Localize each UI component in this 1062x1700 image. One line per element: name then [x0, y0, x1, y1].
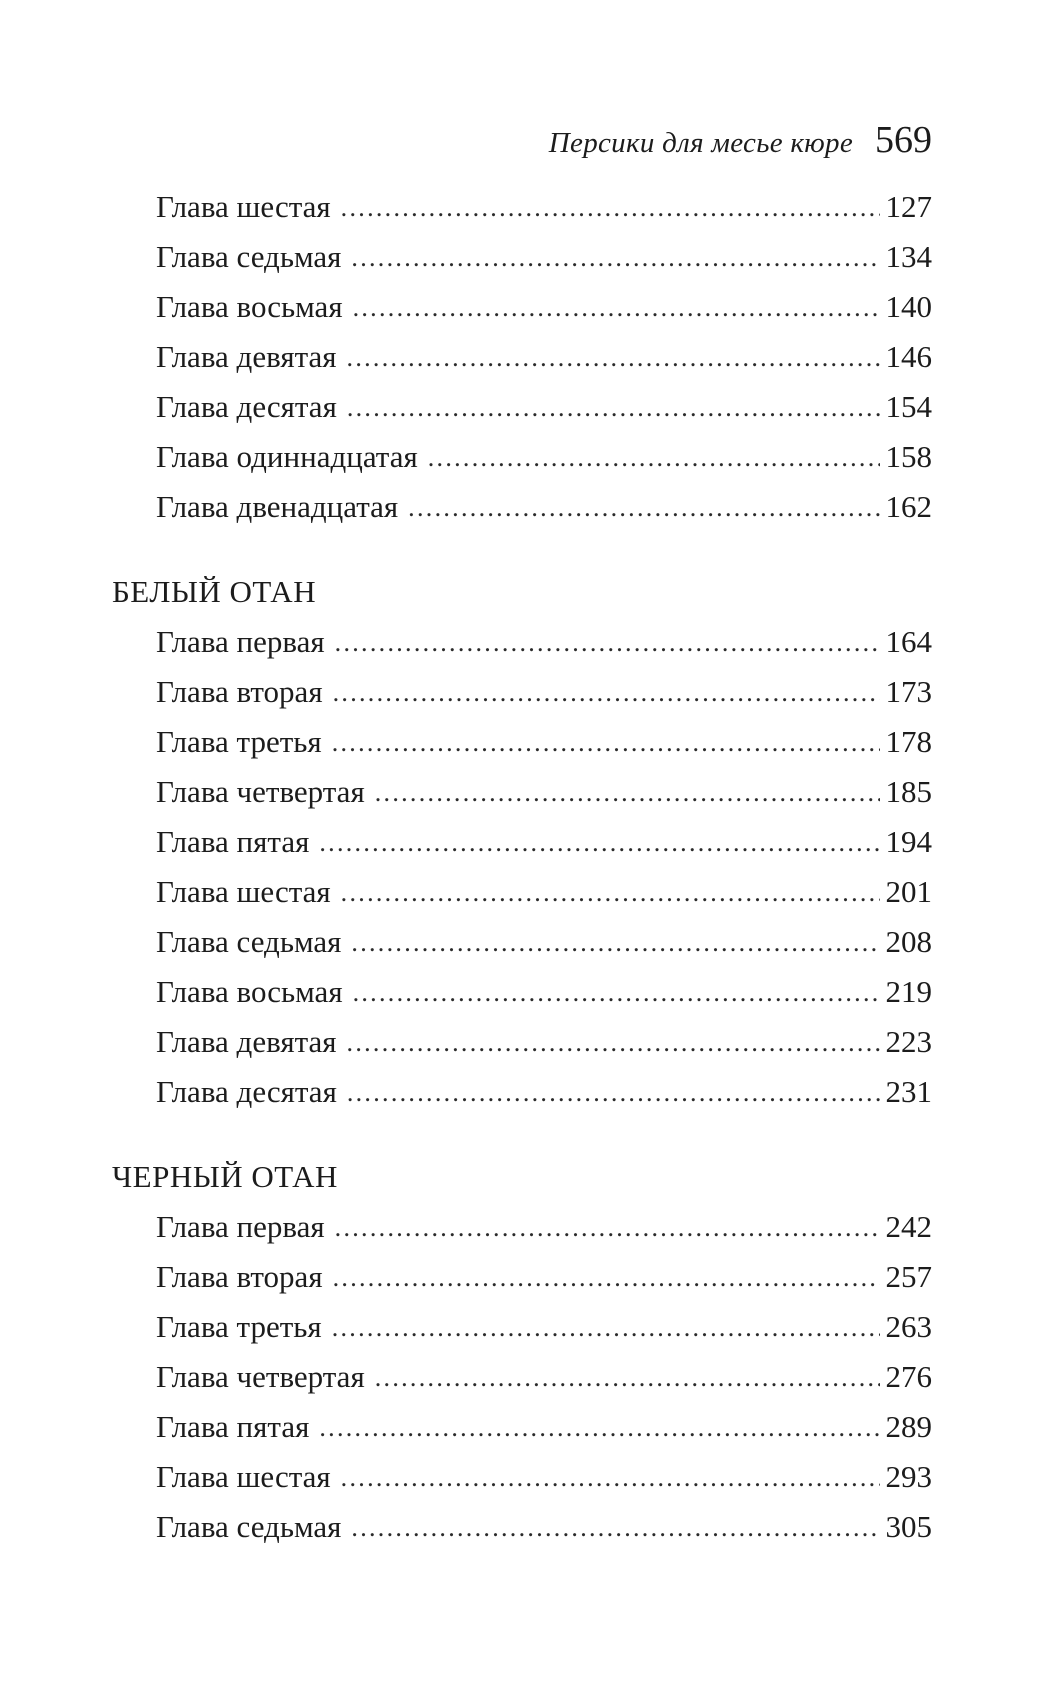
toc-entry: [156, 623, 932, 673]
toc-entry: [156, 388, 932, 438]
entry-title: Глава восьмая: [156, 973, 353, 1011]
entry-page: 223: [880, 1023, 933, 1061]
entry-title: Глава седьмая: [156, 1508, 351, 1546]
dot-leader: [347, 388, 880, 428]
dot-leader: [353, 973, 880, 1013]
toc-entry: [156, 1208, 932, 1258]
dot-leader: [351, 238, 879, 278]
toc-entry: [156, 488, 932, 538]
toc-entry: [156, 823, 932, 873]
entry-title: Глава восьмая: [156, 288, 353, 326]
toc-entry: [156, 723, 932, 773]
entry-title: Глава первая: [156, 1208, 335, 1246]
running-title: Персики для месье кюре: [548, 127, 853, 159]
dot-leader: [351, 923, 879, 963]
entry-title: Глава седьмая: [156, 923, 351, 961]
entry-page: 208: [880, 923, 933, 961]
entry-title: Глава четвертая: [156, 773, 375, 811]
entry-page: 263: [880, 1308, 933, 1346]
entry-page: 127: [880, 188, 933, 226]
toc-entry: [156, 188, 932, 238]
toc-entry: [156, 288, 932, 338]
toc-entry: [156, 1073, 932, 1123]
entry-page: 276: [880, 1358, 933, 1396]
dot-leader: [353, 288, 880, 328]
toc-entry: [156, 1408, 932, 1458]
toc-entry: [156, 873, 932, 923]
dot-leader: [347, 1023, 880, 1063]
entry-page: 231: [880, 1073, 933, 1111]
toc-entry: [156, 1308, 932, 1358]
table-of-contents: [0, 188, 1062, 1558]
entry-title: Глава шестая: [156, 188, 341, 226]
toc-entry: [156, 1023, 932, 1073]
entry-page: 293: [880, 1458, 933, 1496]
entry-page: 289: [880, 1408, 933, 1446]
entry-title: Глава пятая: [156, 823, 319, 861]
entry-title: Глава десятая: [156, 1073, 347, 1111]
dot-leader: [333, 673, 880, 713]
dot-leader: [319, 823, 879, 863]
page-number: 569: [875, 119, 932, 161]
entry-page: 162: [880, 488, 933, 526]
toc-entry: [156, 1458, 932, 1508]
running-head: [549, 118, 932, 162]
entry-title: Глава шестая: [156, 873, 341, 911]
toc-entry: [156, 338, 932, 388]
section-title-black-otan: ЧЕРНЫЙ ОТАН: [112, 1159, 338, 1194]
toc-entry: [156, 1508, 932, 1558]
entry-title: Глава шестая: [156, 1458, 341, 1496]
entry-title: Глава четвертая: [156, 1358, 375, 1396]
entry-page: 164: [880, 623, 933, 661]
entry-page: 134: [880, 238, 933, 276]
toc-entry: [156, 923, 932, 973]
dot-leader: [351, 1508, 879, 1548]
toc-group-white-otan: [0, 623, 1062, 1123]
dot-leader: [335, 623, 880, 663]
dot-leader: [347, 338, 880, 378]
dot-leader: [341, 873, 880, 913]
entry-page: 257: [880, 1258, 933, 1296]
toc-entry: [156, 238, 932, 288]
entry-title: Глава десятая: [156, 388, 347, 426]
dot-leader: [333, 1258, 880, 1298]
entry-title: Глава вторая: [156, 1258, 333, 1296]
entry-title: Глава седьмая: [156, 238, 351, 276]
dot-leader: [332, 723, 880, 763]
entry-title: Глава девятая: [156, 338, 347, 376]
entry-title: Глава третья: [156, 723, 332, 761]
toc-entry: [156, 1258, 932, 1308]
entry-page: 242: [880, 1208, 933, 1246]
entry-title: Глава первая: [156, 623, 335, 661]
entry-title: Глава вторая: [156, 673, 333, 711]
toc-entry: [156, 673, 932, 723]
dot-leader: [319, 1408, 879, 1448]
dot-leader: [375, 773, 880, 813]
entry-page: 140: [880, 288, 933, 326]
toc-entry: [156, 973, 932, 1023]
entry-title: Глава пятая: [156, 1408, 319, 1446]
dot-leader: [341, 188, 880, 228]
entry-page: 154: [880, 388, 933, 426]
entry-page: 185: [880, 773, 933, 811]
dot-leader: [335, 1208, 880, 1248]
entry-page: 219: [880, 973, 933, 1011]
entry-page: 201: [880, 873, 933, 911]
entry-title: Глава девятая: [156, 1023, 347, 1061]
entry-page: 194: [880, 823, 933, 861]
toc-group-black-otan: [0, 1208, 1062, 1558]
section-title-white-otan: БЕЛЫЙ ОТАН: [112, 574, 317, 609]
entry-page: 305: [880, 1508, 933, 1546]
entry-title: Глава двенадцатая: [156, 488, 408, 526]
toc-entry: [156, 1358, 932, 1408]
dot-leader: [332, 1308, 880, 1348]
toc-entry: [156, 773, 932, 823]
entry-page: 146: [880, 338, 933, 376]
toc-entry: [156, 438, 932, 488]
dot-leader: [375, 1358, 880, 1398]
entry-page: 158: [880, 438, 933, 476]
dot-leader: [408, 488, 879, 528]
dot-leader: [347, 1073, 880, 1113]
entry-page: 173: [880, 673, 933, 711]
dot-leader: [428, 438, 880, 478]
dot-leader: [341, 1458, 880, 1498]
toc-group-continued: [0, 188, 1062, 538]
entry-page: 178: [880, 723, 933, 761]
entry-title: Глава третья: [156, 1308, 332, 1346]
entry-title: Глава одиннадцатая: [156, 438, 428, 476]
